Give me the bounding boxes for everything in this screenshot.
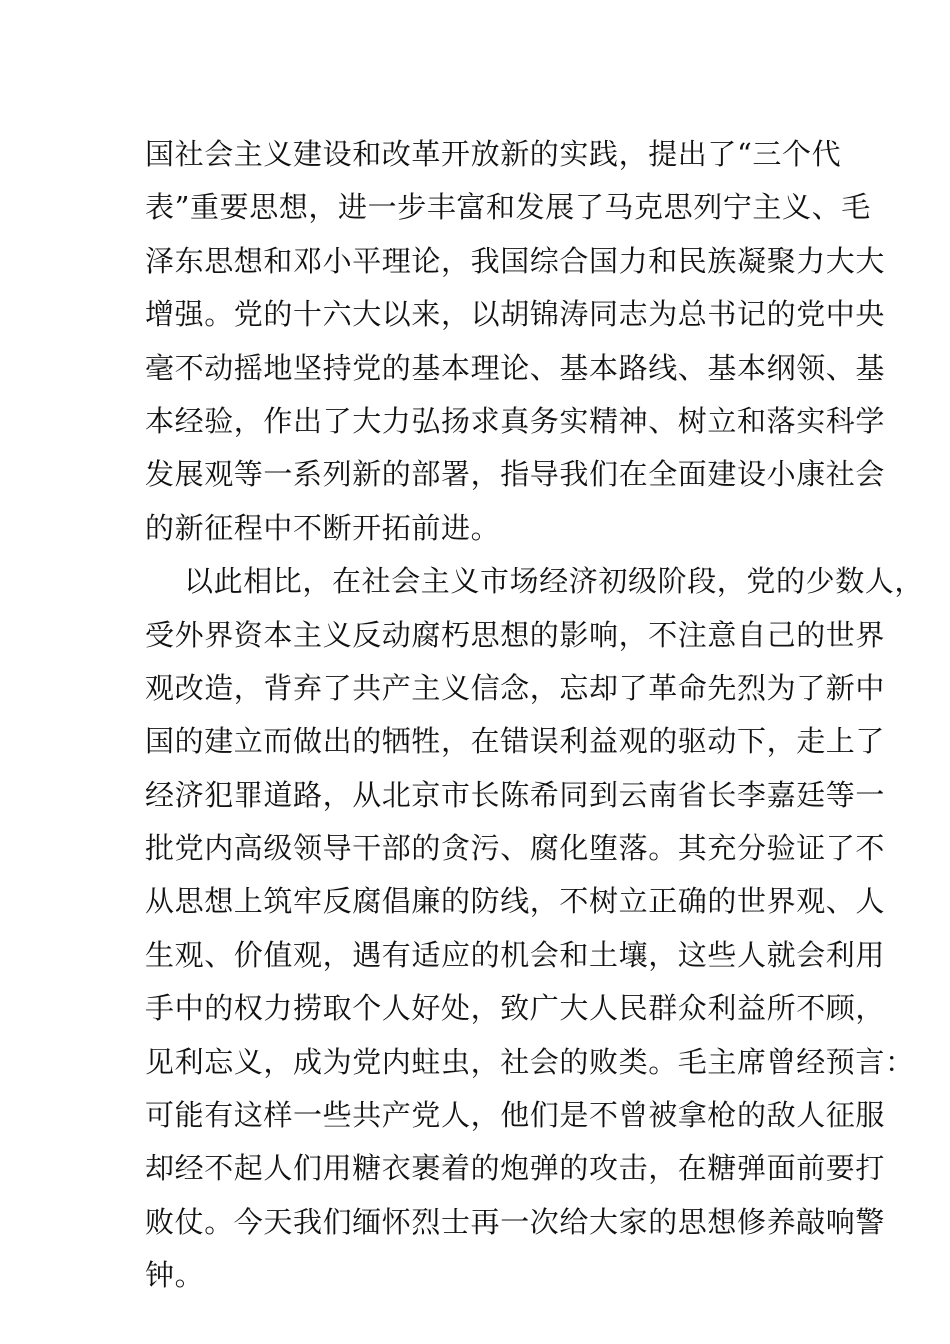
text-line: 从思想上筑牢反腐倡廉的防线，不树立正确的世界观、人 <box>145 884 886 919</box>
text-line: 败仗。今天我们缅怀烈士再一次给大家的思想修养敲响警 <box>145 1204 886 1239</box>
text-line: 国社会主义建设和改革开放新的实践，提出了“三个代 <box>145 137 842 171</box>
text-line: 国的建立而做出的牺牲，在错误利益观的驱动下，走上了 <box>145 724 886 759</box>
text-line: 钟。 <box>145 1258 205 1293</box>
text-line: 泽东思想和邓小平理论，我国综合国力和民族凝聚力大大 <box>145 243 886 278</box>
text-line: 表”重要思想，进一步丰富和发展了马克思列宁主义、毛 <box>145 190 871 225</box>
text-line: 可能有这样一些共产党人，他们是不曾被拿枪的敌人征服 <box>145 1098 886 1133</box>
text-line: 毫不动摇地坚持党的基本理论、基本路线、基本纲领、基 <box>145 350 886 385</box>
paragraph-start-line: 以此相比，在社会主义市场经济初级阶段，党的少数人， <box>184 564 925 599</box>
text-line: 生观、价值观，遇有适应的机会和土壤，这些人就会利用 <box>145 937 886 972</box>
text-line: 却经不起人们用糖衣裹着的炮弹的攻击，在糖弹面前要打 <box>145 1151 886 1186</box>
text-line: 发展观等一系列新的部署，指导我们在全面建设小康社会 <box>145 457 886 492</box>
text-line: 经济犯罪道路，从北京市长陈希同到云南省长李嘉廷等一 <box>145 777 886 812</box>
text-line: 观改造，背弃了共产主义信念，忘却了革命先烈为了新中 <box>145 670 886 705</box>
text-line: 本经验，作出了大力弘扬求真务实精神、树立和落实科学 <box>145 403 886 438</box>
text-line: 增强。党的十六大以来，以胡锦涛同志为总书记的党中央 <box>145 297 886 332</box>
text-line: 手中的权力捞取个人好处，致广大人民群众利益所不顾， <box>145 991 886 1026</box>
text-line: 受外界资本主义反动腐朽思想的影响，不注意自己的世界 <box>145 617 886 652</box>
text-line: 见利忘义，成为党内蛀虫，社会的败类。毛主席曾经预言： <box>145 1044 915 1079</box>
text-line: 的新征程中不断开拓前进。 <box>145 510 501 545</box>
document-body <box>145 128 925 1303</box>
text-line: 批党内高级领导干部的贪污、腐化堕落。其充分验证了不 <box>145 831 886 866</box>
